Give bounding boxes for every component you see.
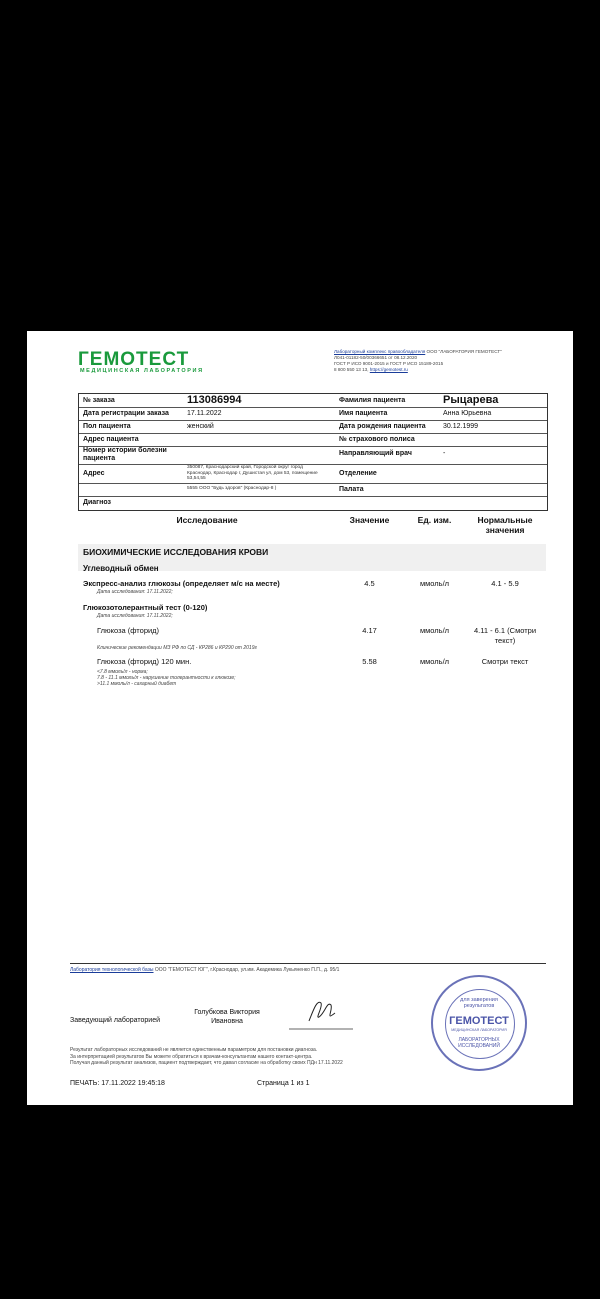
test-group-name: Глюкозотолерантный тест (0-120)	[83, 603, 208, 612]
patient-name: Анна Юрьевна	[443, 410, 492, 417]
test-name: Глюкоза (фторид) 120 мин.	[97, 657, 192, 666]
head-name: Голубкова Виктория Ивановна	[194, 1009, 260, 1025]
footer-divider	[70, 963, 546, 964]
test-value: 4.5	[364, 579, 375, 588]
license-info: Лабораторный комплекс правообладателя ООО "ЛАБОРАТОРИЯ ГЕМОТЕСТ" Л041-01182-50/00366651 от 08.12.2020 ГОСТ Р ИСО 9001-2015 и ГОСТ Р ИСО 15189-2015 8 800 550 13 13, https://gemotest.ru	[334, 349, 502, 372]
license-link[interactable]: Лабораторный комплекс правообладателя	[334, 349, 426, 354]
logo-subtitle: МЕДИЦИНСКАЯ ЛАБОРАТОРИЯ	[80, 368, 204, 374]
col-unit: Ед. изм.	[417, 515, 452, 525]
col-value: Значение	[349, 515, 390, 525]
col-norm: Нормальные значения	[477, 515, 533, 535]
disclaimer: Результат лабораторных исследований не является единственным параметром для постановки диагноза. За интерпретацией результатов Вы можете обратиться к врачам-консультантам нашего контакт-центра. Получая данный результат анализов, пациент подтверждает, что давал согласие на обработку своих ПДн 17.11.2022	[70, 1047, 343, 1066]
order-number: 113086994	[187, 394, 242, 406]
page-number: Страница 1 из 1	[257, 1080, 310, 1087]
section-title: БИОХИМИЧЕСКИЕ ИССЛЕДОВАНИЯ КРОВИ	[83, 547, 269, 557]
site-link[interactable]: https://gemotest.ru	[369, 367, 408, 372]
document-page: ГЕМОТЕСТ МЕДИЦИНСКАЯ ЛАБОРАТОРИЯ Лабораторный комплекс правообладателя ООО "ЛАБОРАТОРИЯ ГЕМОТЕСТ" Л041-01182-50/00366651 от 08.12.2020 ГОСТ Р ИСО 9001-2015 и ГОСТ Р ИСО 15189-2015 8 800 550 13 13, https://gemotest.ru № заказа 113086994 Фамилия пациента Рыцарева Дата регистрации заказа 17.11.2022 Имя пациента Анна Юрьевна Пол пациента женский Дата рождения пациента 30.12.1999 Адрес пациента № страхового полиса Номер истории болезни пациента Направляющий врач - Адрес 350087, Краснодарский край, Городской округ город Краснодар, Краснодар г, Душистая ул, дом 53, помещение 53,54,55 Отделение 5555 ООО "Будь здоров" (Краснодар-8 ) Палата Диагноз Исследование Значение Ед. изм. Нормальные значения БИОХИМИЧЕСКИЕ ИССЛЕДОВАНИЯ КРОВИ Углеводный обмен Экспресс-анализ глюкозы (определяет м/с на месте) Дата исследования: 17.11.2022; 4.5 ммоль/л 4.1 - 5.9 Глюкозотолерантный тест (0-120) Дата исследования: 17.11.2022; Глюкоза (фторид) 4.17 ммоль/л 4.11 - 6.1 (Смотри текст) Клинические рекомендации МЗ РФ по СД - КР286 и КР290 от 2019г Глюкоза (фторид) 120 мин. 5.58 ммоль/л Смотри текст <7.8 ммоль/л - норма; 7.8 - 11.1 ммоль/л - нарушение толерантности к глюкозе; >11.1 ммоль/л - сахарный диабет Лаборатория технологической базы ООО "ГЕМОТЕСТ ЮГ", г.Краснодар, ул.им. Академика Лукьяненко П.П., д. 95/1 Заведующий лабораторией Голубкова Виктория Ивановна Результат лабораторных исследований не является единственным параметром для постановки диагноза. За интерпретацией результатов Вы можете обратиться к врачам-консультантам нашего контакт-центра. Получая данный результат анализов, пациент подтверждает, что давал согласие на обработку своих ПДн 17.11.2022 ПЕЧАТЬ: 17.11.2022 19:45:18 Страница 1 из 1 для заверения результатов ГЕМОТЕСТ МЕДИЦИНСКАЯ ЛАБОРАТОРИЯ ЛАБОРАТОРНЫХ ИССЛЕДОВАНИЙ	[27, 331, 573, 1105]
lab-info: Лаборатория технологической базы ООО "ГЕМОТЕСТ ЮГ", г.Краснодар, ул.им. Академика Лукьяненко П.П., д. 95/1	[70, 967, 340, 973]
patient-surname: Рыцарева	[443, 394, 499, 406]
section-subtitle: Углеводный обмен	[83, 564, 159, 573]
test-name: Глюкоза (фторид)	[97, 626, 160, 635]
lab-link[interactable]: Лаборатория технологической базы	[70, 967, 154, 973]
print-date: ПЕЧАТЬ: 17.11.2022 19:45:18	[70, 1080, 165, 1087]
col-study: Исследование	[176, 515, 238, 525]
patient-info-table: № заказа 113086994 Фамилия пациента Рыцарева Дата регистрации заказа 17.11.2022 Имя пациента Анна Юрьевна Пол пациента женский Дата рождения пациента 30.12.1999 Адрес пациента № страхового полиса Номер истории болезни пациента Направляющий врач - Адрес 350087, Краснодарский край, Городской округ город Краснодар, Краснодар г, Душистая ул, дом 53, помещение 53,54,55 Отделение 5555 ООО "Будь здоров" (Краснодар-8 ) Палата Диагноз	[78, 393, 548, 511]
laboratory-stamp: для заверения результатов ГЕМОТЕСТ МЕДИЦИНСКАЯ ЛАБОРАТОРИЯ ЛАБОРАТОРНЫХ ИССЛЕДОВАНИЙ	[431, 975, 527, 1071]
test-name: Экспресс-анализ глюкозы (определяет м/с на месте)	[83, 579, 280, 588]
test-value: 4.17	[362, 626, 377, 635]
test-value: 5.58	[362, 657, 377, 666]
head-label: Заведующий лабораторией	[70, 1017, 160, 1024]
logo-title: ГЕМОТЕСТ	[78, 349, 190, 370]
signature-image	[287, 991, 357, 1033]
